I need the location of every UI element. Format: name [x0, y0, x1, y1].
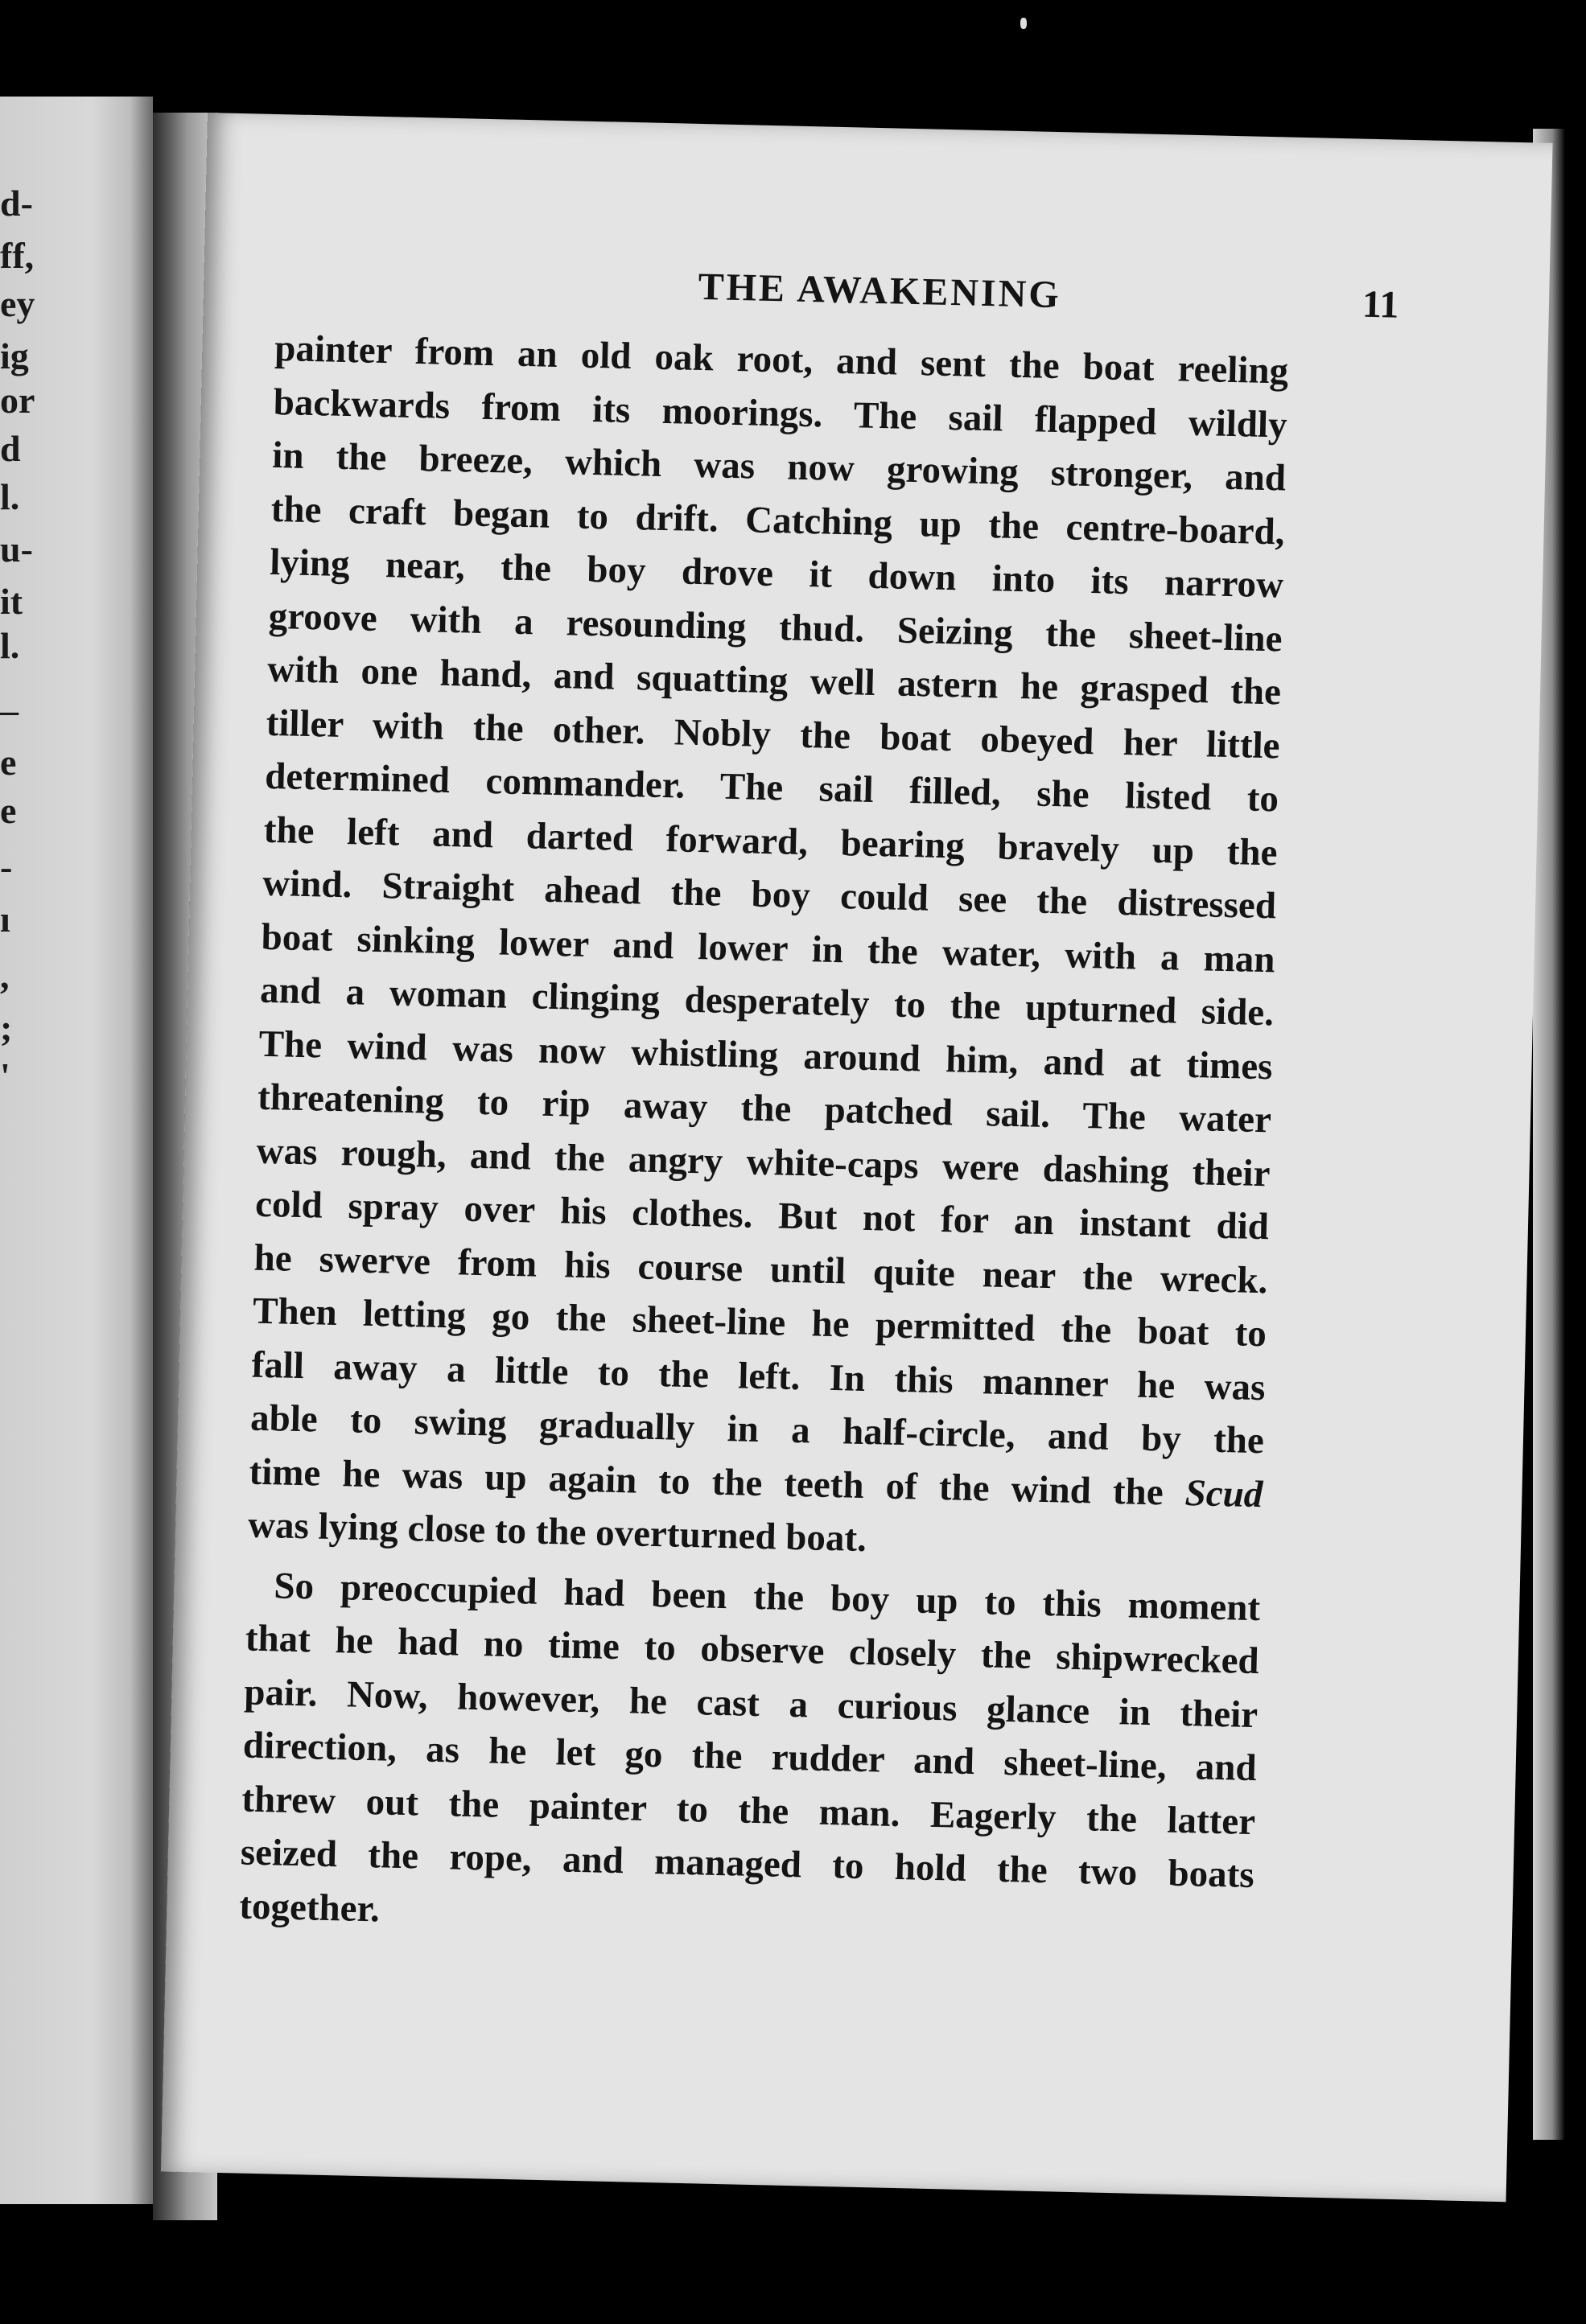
text-line: Then letting go the sheet-line he permitted the boat to: [252, 1290, 1267, 1355]
previous-page-edge: [0, 97, 153, 2204]
text-line: backwards from its moorings. The sail flapped wildly: [273, 380, 1288, 446]
previous-page-fragment: ı: [0, 899, 10, 940]
previous-page-fragment: ;: [0, 1007, 13, 1048]
previous-page-fragment: e: [0, 742, 17, 783]
previous-page-fragment: u-: [0, 529, 33, 570]
text-line: the craft began to drift. Catching up the centre-board,: [270, 487, 1286, 553]
text-line: wind. Straight ahead the boy could see the distressed: [262, 862, 1277, 928]
book-page: [161, 113, 1553, 2202]
text-line: the left and darted forward, bearing bravely up the: [263, 808, 1279, 874]
running-head: THE AWAKENING: [698, 265, 1062, 317]
text-line: cold spray over his clothes. But not for an instant did: [254, 1183, 1270, 1248]
text-line: tiller with the other. Nobly the boat obeyed her little: [266, 701, 1281, 767]
text-line: painter from an old oak root, and sent the boat reeling: [274, 327, 1289, 393]
previous-page-fragment: ': [0, 1055, 10, 1096]
text-line: and a woman clinging desperately to the upturned side.: [259, 969, 1275, 1034]
previous-page-fragment: d: [0, 428, 21, 469]
text-line: determined commander. The sail filled, she listed to: [264, 755, 1279, 821]
previous-page-fragment: -: [0, 846, 13, 887]
body-text: [239, 322, 1289, 1956]
text-line: with one hand, and squatting well astern he grasped the: [266, 648, 1282, 714]
text-line: threatening to rip away the patched sail. The water: [257, 1076, 1272, 1141]
text-line: lying near, the boy drove it down into its narrow: [269, 541, 1284, 607]
previous-page-fragment: ey: [0, 283, 35, 324]
text-line: together.: [238, 1884, 381, 1930]
text-line: pair. Now, however, he cast a curious glance in their: [243, 1671, 1259, 1736]
previous-page-fragment: ff,: [0, 235, 35, 276]
previous-page-fragment: e: [0, 790, 17, 831]
previous-page-fragment: it: [0, 581, 23, 622]
text-line: was rough, and the angry white-caps were dashing their: [256, 1129, 1271, 1195]
text-line: groove with a resounding thud. Seizing the sheet-line: [268, 594, 1283, 660]
text-line: The wind was now whistling around him, and at times: [258, 1022, 1274, 1088]
text-line: he swerve from his course until quite near the wreck.: [253, 1236, 1268, 1302]
boat-name-italic: Scud: [1184, 1471, 1263, 1516]
text-line: So preoccupied had been the boy up to this moment: [273, 1564, 1261, 1629]
text-line: in the breeze, which was now growing stronger, and: [271, 434, 1287, 500]
text-line: seized the rope, and managed to hold the two boats: [240, 1831, 1255, 1897]
text-line: boat sinking lower and lower in the water, with a man: [261, 915, 1276, 981]
previous-page-fragment: –: [0, 689, 19, 730]
text-line: that he had no time to observe closely the shipwrecked: [245, 1617, 1260, 1683]
previous-page-fragment: ig: [0, 335, 29, 376]
previous-page-fragment: d-: [0, 183, 33, 224]
dust-speck: [1020, 18, 1027, 29]
previous-page-fragment: or: [0, 380, 35, 421]
text-line: was lying close to the overturned boat.: [247, 1503, 867, 1561]
text-line: direction, as he let go the rudder and sheet-line, and: [242, 1724, 1258, 1790]
previous-page-fragment: l.: [0, 625, 20, 666]
previous-page-fragment: l.: [0, 476, 20, 517]
page-number: 11: [1361, 282, 1399, 327]
text-line: able to swing gradually in a half-circle, and by the: [249, 1396, 1265, 1462]
text-line: fall away a little to the left. In this manner he was: [251, 1343, 1266, 1409]
previous-page-fragment: ,: [0, 955, 10, 996]
text-line: time he was up again to the teeth of the wind the Scud: [249, 1450, 1263, 1516]
text-line: threw out the painter to the man. Eagerly the latter: [241, 1778, 1256, 1843]
